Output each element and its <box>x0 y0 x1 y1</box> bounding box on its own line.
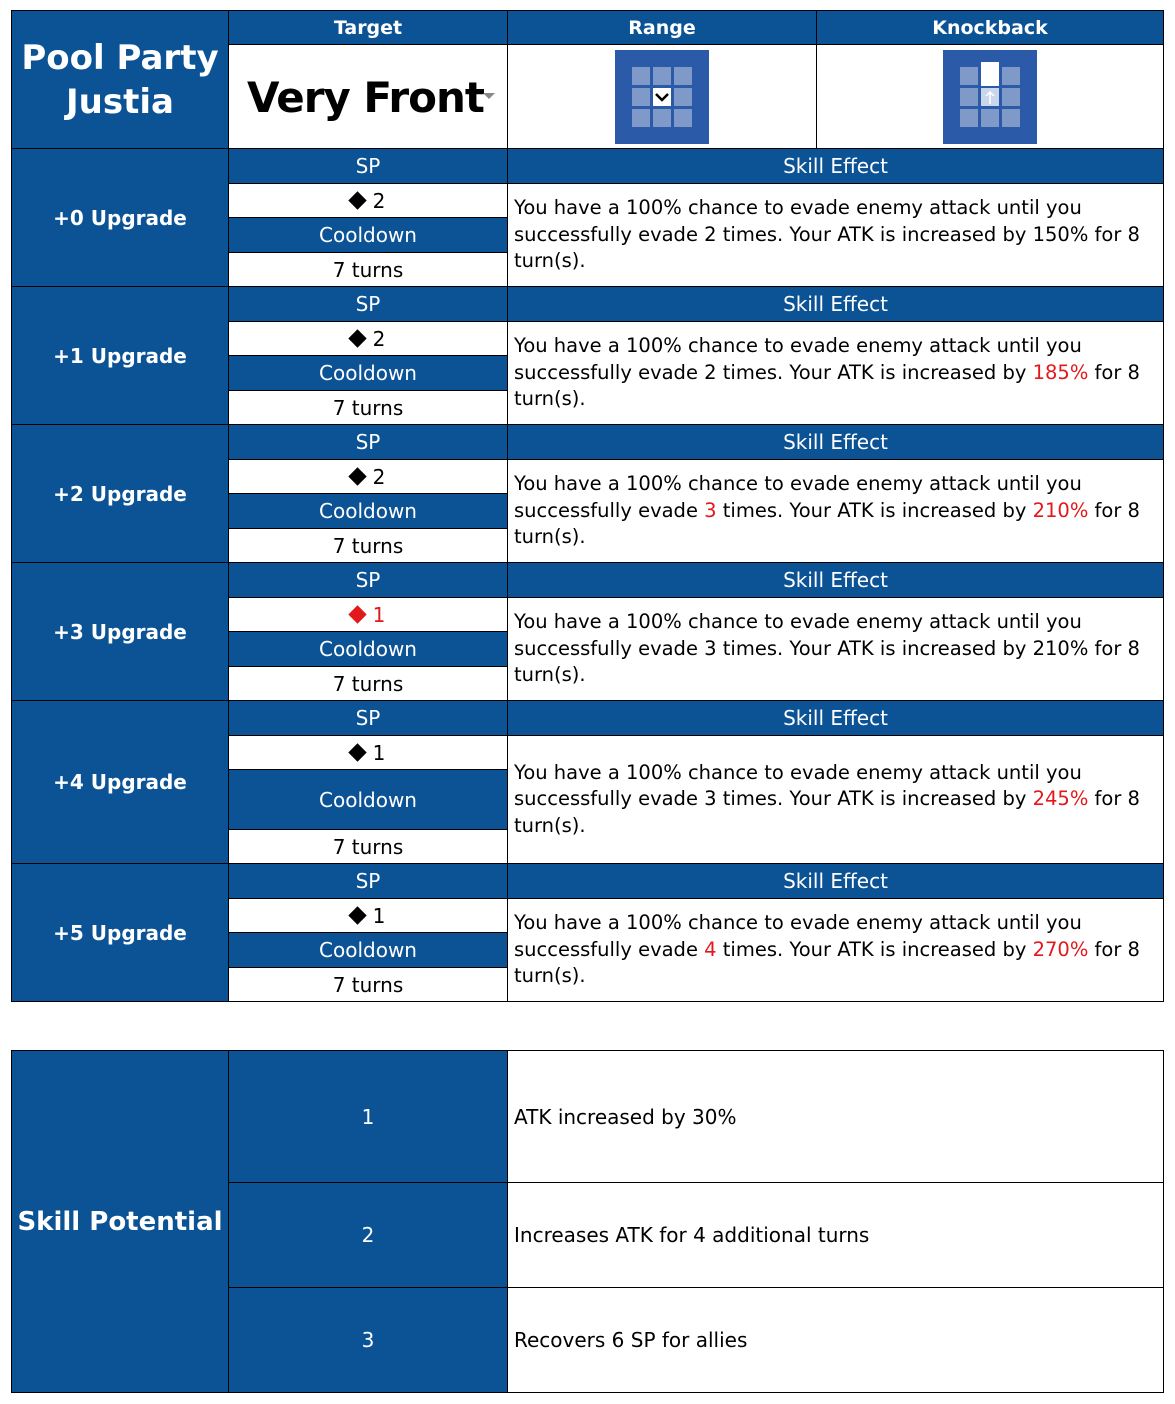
cooldown-value: 7 turns <box>229 667 508 701</box>
effect-segment: for 8 turn(s). <box>514 636 1140 687</box>
upgrade-label: +0 Upgrade <box>12 149 229 287</box>
skill-effect-text <box>508 184 1164 287</box>
target-header: Target <box>229 11 508 45</box>
skill-effect-text <box>508 736 1164 864</box>
effect-segment: for 8 turn(s). <box>514 937 1140 988</box>
effect-segment: for 8 turn(s). <box>514 787 1140 837</box>
effect-segment: You have a 100% chance to evade enemy attack until you successfully evade <box>514 196 1082 246</box>
skill-effect-header: Skill Effect <box>508 287 1164 322</box>
sp-diamond-icon <box>348 743 366 761</box>
cooldown-value: 7 turns <box>229 253 508 287</box>
skill-effect-header: Skill Effect <box>508 701 1164 736</box>
effect-segment: times. Your ATK is increased by <box>716 360 1033 384</box>
potential-number: 3 <box>229 1288 508 1393</box>
effect-segment: 3 <box>704 787 717 811</box>
sp-value <box>229 899 508 933</box>
effect-segment: You have a 100% chance to evade enemy attack until you successfully evade <box>514 334 1082 384</box>
skill-potential-label: Skill Potential <box>12 1051 229 1393</box>
effect-segment: times. Your ATK is increased by <box>716 498 1033 522</box>
sp-number: 2 <box>372 326 386 351</box>
effect-segment: 2 <box>704 360 717 384</box>
skill-effect-text <box>508 598 1164 701</box>
sp-number: 2 <box>372 188 386 213</box>
cooldown-header: Cooldown <box>229 770 508 830</box>
cooldown-value: 7 turns <box>229 529 508 563</box>
potential-text: Recovers 6 SP for allies <box>508 1288 1164 1393</box>
cooldown-header: Cooldown <box>229 218 508 253</box>
skill-effect-header: Skill Effect <box>508 563 1164 598</box>
sp-diamond-icon <box>348 467 366 485</box>
cooldown-header: Cooldown <box>229 356 508 391</box>
sp-header: SP <box>229 425 508 460</box>
cooldown-header: Cooldown <box>229 632 508 667</box>
sp-header: SP <box>229 864 508 899</box>
potential-number: 2 <box>229 1183 508 1288</box>
effect-segment: 3 <box>704 498 717 522</box>
effect-segment: times. Your ATK is increased by <box>716 787 1033 811</box>
skill-effect-text <box>508 899 1164 1002</box>
skill-effect-text <box>508 322 1164 425</box>
cooldown-value: 7 turns <box>229 968 508 1002</box>
knockback-grid-icon <box>943 50 1037 144</box>
knockback-header: Knockback <box>817 11 1164 45</box>
effect-segment: You have a 100% chance to evade enemy attack until you successfully evade <box>514 760 1082 811</box>
sp-diamond-icon <box>348 906 366 924</box>
potential-text: ATK increased by 30% <box>508 1051 1164 1183</box>
effect-segment: You have a 100% chance to evade enemy attack until you successfully evade <box>514 472 1082 522</box>
upgrade-label: +4 Upgrade <box>12 701 229 864</box>
sp-value <box>229 322 508 356</box>
effect-segment: You have a 100% chance to evade enemy attack until you successfully evade <box>514 610 1082 660</box>
dropdown-arrow-icon[interactable] <box>483 93 495 99</box>
skill-potential-table <box>11 1050 1164 1393</box>
character-name: Pool Party Justia <box>12 11 229 149</box>
effect-segment: 210% <box>1032 498 1089 522</box>
upgrade-label: +5 Upgrade <box>12 864 229 1002</box>
effect-segment: 245% <box>1032 787 1089 811</box>
upgrade-label: +1 Upgrade <box>12 287 229 425</box>
potential-number: 1 <box>229 1051 508 1183</box>
effect-segment: 210% <box>1032 636 1089 660</box>
effect-segment: 2 <box>704 222 717 246</box>
sp-diamond-icon <box>348 329 366 347</box>
sp-value <box>229 184 508 218</box>
range-header: Range <box>508 11 817 45</box>
effect-segment: 3 <box>704 636 717 660</box>
sp-number: 2 <box>372 464 386 489</box>
sp-diamond-icon <box>348 605 366 623</box>
effect-segment: 270% <box>1032 937 1089 961</box>
cooldown-header: Cooldown <box>229 933 508 968</box>
sp-header: SP <box>229 149 508 184</box>
sp-header: SP <box>229 701 508 736</box>
sp-value <box>229 736 508 770</box>
skill-effect-header: Skill Effect <box>508 864 1164 899</box>
effect-segment: for 8 turn(s). <box>514 360 1140 411</box>
cooldown-value: 7 turns <box>229 391 508 425</box>
upgrade-label: +3 Upgrade <box>12 563 229 701</box>
effect-segment: You have a 100% chance to evade enemy attack until you successfully evade <box>514 911 1082 961</box>
effect-segment: times. Your ATK is increased by <box>716 636 1033 660</box>
potential-text: Increases ATK for 4 additional turns <box>508 1183 1164 1288</box>
effect-segment: for 8 turn(s). <box>514 222 1140 273</box>
effect-segment: times. Your ATK is increased by <box>716 222 1033 246</box>
skill-effect-header: Skill Effect <box>508 149 1164 184</box>
effect-segment: 185% <box>1032 360 1089 384</box>
effect-segment: 4 <box>704 937 717 961</box>
cooldown-value: 7 turns <box>229 830 508 864</box>
sp-diamond-icon <box>348 191 366 209</box>
upgrade-label: +2 Upgrade <box>12 425 229 563</box>
skill-effect-header: Skill Effect <box>508 425 1164 460</box>
sp-header: SP <box>229 563 508 598</box>
sp-number: 1 <box>372 740 386 765</box>
cooldown-header: Cooldown <box>229 494 508 529</box>
sp-value <box>229 460 508 494</box>
effect-segment: 150% <box>1032 222 1089 246</box>
effect-segment: times. Your ATK is increased by <box>716 937 1033 961</box>
sp-value <box>229 598 508 632</box>
sp-number: 1 <box>372 903 386 928</box>
range-grid-icon <box>615 50 709 144</box>
sp-header: SP <box>229 287 508 322</box>
effect-segment: for 8 turn(s). <box>514 498 1140 549</box>
sp-number: 1 <box>372 602 386 627</box>
target-dropdown[interactable] <box>229 45 508 149</box>
target-value: Very Front <box>247 73 484 122</box>
skill-effect-text <box>508 460 1164 563</box>
skill-table <box>11 10 1164 1002</box>
